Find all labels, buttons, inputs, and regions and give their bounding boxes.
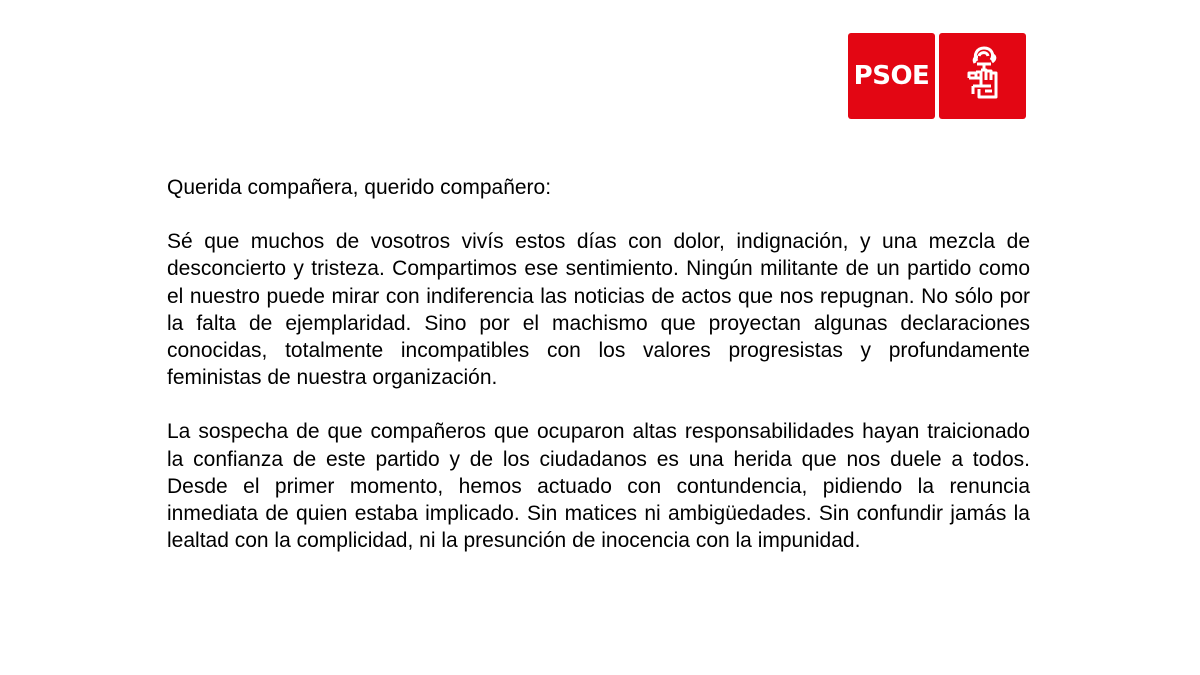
- paragraph-2: La sospecha de que compañeros que ocuparon altas responsabilidades hayan traicionado la confianza de este partido y de los ciudadanos es una herida que nos duele a todos. Desde el primer momento, hemos actuado con contundencia, pidiendo la renuncia inmediata de quien estaba implicado. Sin matices ni ambigüedades. Sin confundir jamás la lealtad con la complicidad, ni la presunción de inocencia con la impunidad.: [167, 420, 1030, 553]
- psoe-logo: [848, 33, 1026, 119]
- paragraph-1: Sé que muchos de vosotros vivís estos días con dolor, indignación, y una mezcla de desconcierto y tristeza. Compartimos ese sentimiento. Ningún militante de un partido como el nuestro puede mirar con indiferencia las noticias de actos que nos repugnan. No sólo por la falta de ejemplaridad. Sino por el machismo que proyectan algunas declaraciones conocidas, totalmente incompatibles con los valores progresistas y profundamente feministas de nuestra organización.: [167, 230, 1030, 390]
- fist-and-rose-icon: [959, 45, 1007, 107]
- logo-wordmark: [848, 33, 935, 119]
- logo-text: PSOE: [853, 61, 930, 91]
- logo-symbol: [939, 33, 1026, 119]
- letter-body: [167, 174, 1030, 554]
- salutation: Querida compañera, querido compañero:: [167, 176, 552, 199]
